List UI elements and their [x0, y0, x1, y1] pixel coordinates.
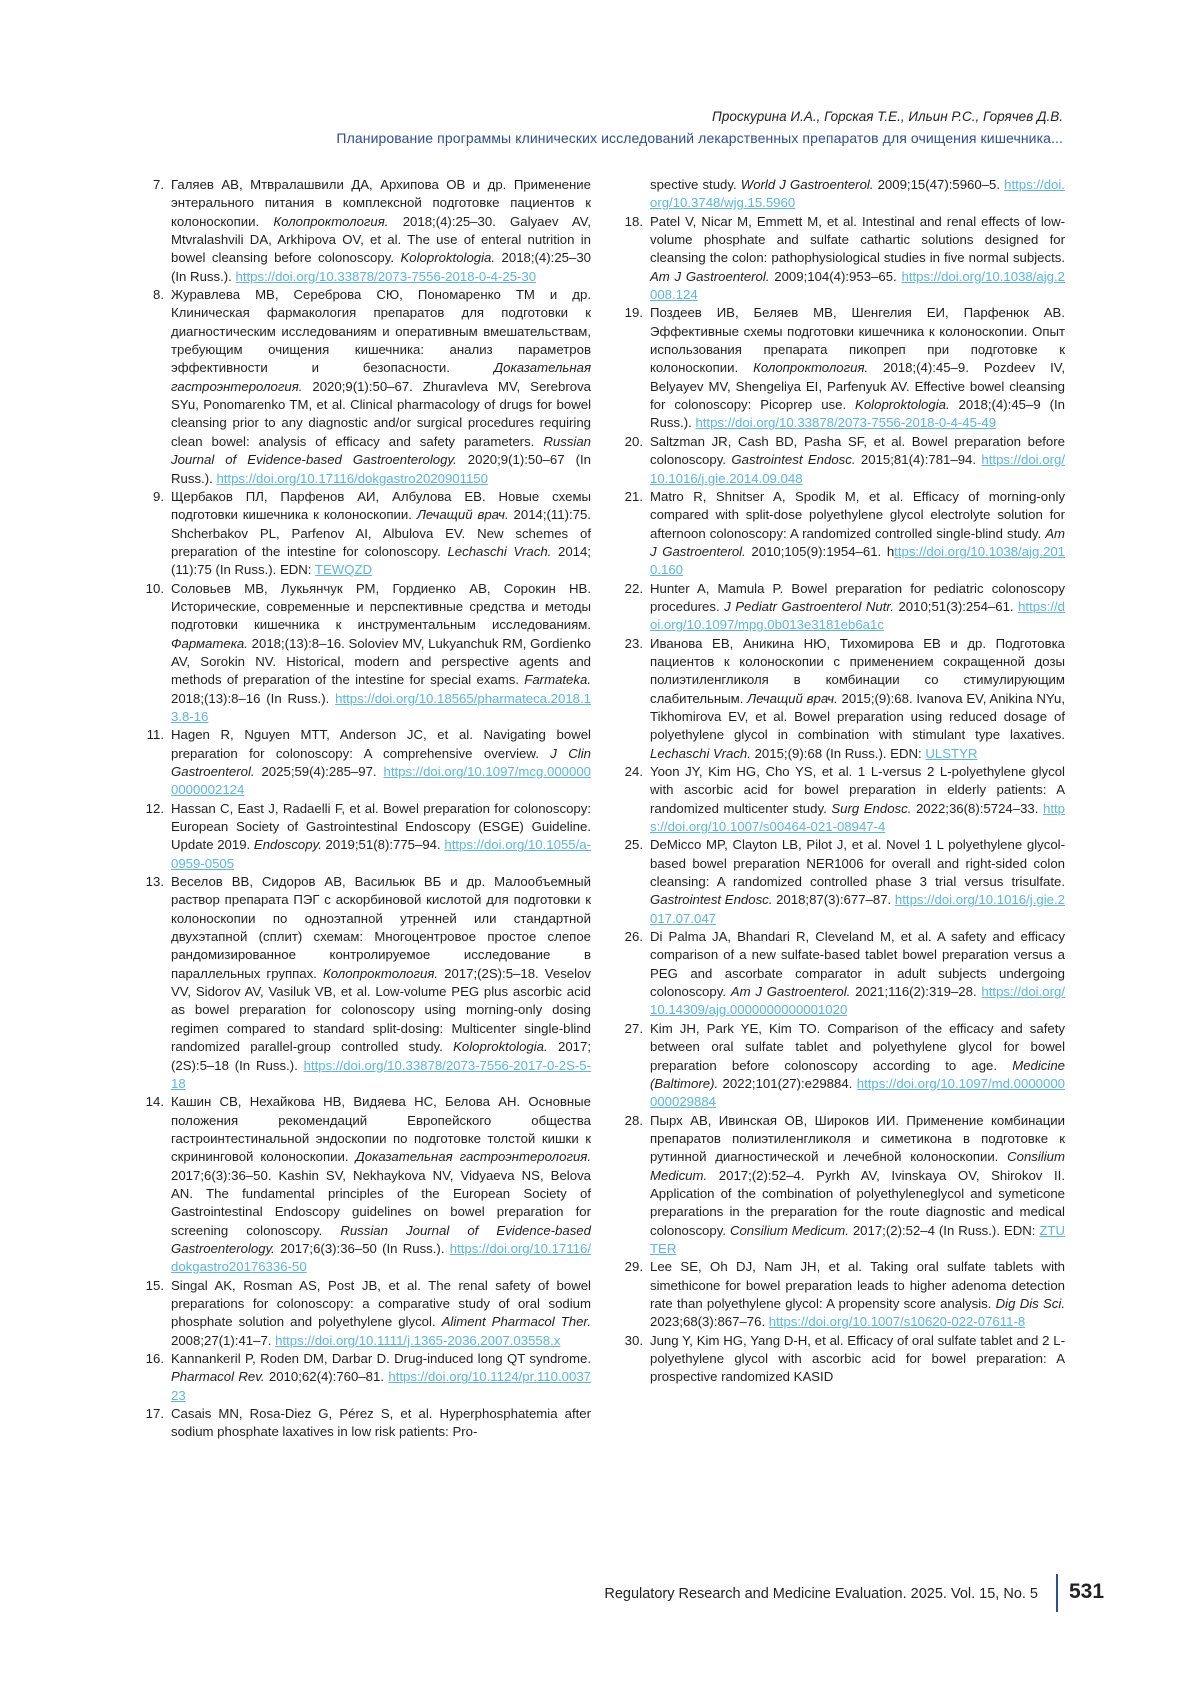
journal-title: Лечащий врач. [417, 507, 509, 522]
reference-text: Галяев АВ, Мтвралашвили ДА, Архипова ОВ и др. Применение энтерального питания в комплексной подготовке пациентов к колоноскопии. [171, 177, 591, 229]
reference-item [617, 763, 1065, 836]
reference-text: 2017;(2):52–4 (In Russ.). EDN: [849, 1223, 1039, 1238]
reference-number: 28. [617, 1112, 643, 1130]
reference-text: Иванова ЕВ, Аникина НЮ, Тихомирова ЕВ и др. Подготовка пациентов к колоноскопии с применением сокращенной дозы полиэтиленгликоля в комбинации со стимулирующим слабительным. [650, 636, 1065, 706]
reference-link[interactable]: https://doi.org/10.18565/pharmateca.2018.13.8-16 [171, 691, 591, 724]
reference-number: 14. [138, 1093, 164, 1111]
reference-text: 2015;(9):68 (In Russ.). EDN: [751, 746, 925, 761]
journal-title: Gastrointest Endosc. [650, 892, 772, 907]
reference-item [617, 1258, 1065, 1331]
reference-text: Кашин СВ, Нехайкова НВ, Видяева НС, Белова АН. Основные положения рекомендаций Европейского общества гастроинтестинальной эндоскопии по подготовке толстой кишки к скрининговой колоноскопии. [171, 1094, 591, 1164]
reference-text: 2017;(2S):5–18 (In Russ.). [171, 1039, 591, 1072]
reference-text: 2017;6(3):36–50. Kashin SV, Nekhaykova NV, Vidyaeva NS, Belova AN. The fundamental principles of the European Society of Gastrointestinal Endoscopy guidelines on bowel preparation for screening colonoscopy. [171, 1168, 591, 1238]
journal-title: Доказательная гастроэнтерология. [356, 1149, 591, 1164]
reference-number: 8. [138, 286, 164, 304]
reference-text: 2015;81(4):781–94. [856, 452, 982, 467]
reference-link[interactable]: https://doi.org/10.14309/ajg.0000000000001020 [650, 984, 1065, 1017]
journal-title: Колопроктология. [753, 360, 868, 375]
reference-text: Hagen R, Nguyen MTT, Anderson JC, et al. Navigating bowel preparation for colonoscopy: A comprehensive overview. [171, 727, 591, 760]
reference-text: 2009;15(47):5960–5. [874, 177, 1005, 192]
reference-number: 11. [138, 726, 164, 744]
reference-item [617, 1332, 1065, 1387]
reference-number: 22. [617, 580, 643, 598]
reference-item [138, 1277, 591, 1350]
reference-item [138, 726, 591, 799]
reference-number: 30. [617, 1332, 643, 1350]
reference-text: spective study. [650, 177, 741, 192]
reference-text: 2025;59(4):285–97. [255, 764, 384, 779]
journal-title: Лечащий врач. [747, 691, 838, 706]
reference-text: 2010;105(9):1954–61. h [746, 544, 894, 559]
reference-text: 2010;51(3):254–61. [894, 599, 1018, 614]
reference-text: 2022;101(27):e29884. [718, 1076, 857, 1091]
reference-text: 2014;(11):75 (In Russ.). EDN: [171, 544, 591, 577]
reference-number: 10. [138, 580, 164, 598]
reference-item [617, 304, 1065, 432]
reference-column-left [138, 176, 591, 1442]
reference-text: Пырх АВ, Ивинская ОВ, Широков ИИ. Применение комбинации препаратов полиэтиленгликоля и симетикона в подготовке к рутинной диагностической и лечебной колоноскопии. [650, 1113, 1065, 1165]
reference-list-right [617, 176, 1065, 1387]
reference-number: 12. [138, 800, 164, 818]
reference-link[interactable]: https://doi.org/10.1038/ajg.2008.124 [650, 269, 1065, 302]
reference-link[interactable]: TEWQZD [315, 562, 372, 577]
reference-link[interactable]: https://doi.org/10.1097/mpg.0b013e3181eb6a1c [650, 599, 1065, 632]
reference-link[interactable]: https://doi.org/10.17116/dokgastro20176336-50 [171, 1241, 591, 1274]
reference-number: 24. [617, 763, 643, 781]
journal-title: Колопроктология. [273, 214, 388, 229]
reference-text: 2022;36(8):5724–33. [911, 801, 1043, 816]
reference-number: 23. [617, 635, 643, 653]
reference-item [617, 433, 1065, 488]
reference-number: 15. [138, 1277, 164, 1295]
reference-link[interactable]: https://doi.org/10.33878/2073-7556-2017-0-2S-5-18 [171, 1058, 591, 1091]
reference-item [138, 800, 591, 873]
journal-title: Am J Gastroenterol. [650, 526, 1065, 559]
reference-number: 27. [617, 1020, 643, 1038]
reference-text: 2015;(9):68. Ivanova EV, Anikina NYu, Tikhomirova EV, et al. Bowel preparation using reduced dosage of polyethylene glycol in combination with stimulant type laxatives. [650, 691, 1065, 743]
reference-text: 2009;104(4):953–65. [769, 269, 901, 284]
reference-item [617, 1112, 1065, 1259]
running-header-title: Планирование программы клинических исследований лекарственных препаратов для очищения кишечника... [336, 130, 1063, 146]
journal-title: J Clin Gastroenterol. [171, 746, 591, 779]
journal-title: Koloproktologia. [400, 250, 495, 265]
reference-item [138, 488, 591, 580]
reference-text: Casais MN, Rosa-Diez G, Pérez S, et al. Hyperphosphatemia after sodium phosphate laxatives in low risk patients: Pro- [171, 1406, 591, 1439]
reference-text: 2020;9(1):50–67. Zhuravleva MV, Serebrova SYu, Ponomarenko TM, et al. Clinical pharmacology of drugs for bowel cleansing prior to any diagnostic and/or surgical procedures requiring clean bowel: analysis of efficacy and safety parameters. [171, 379, 591, 449]
reference-link[interactable]: https://doi.org/10.1124/pr.110.003723 [171, 1369, 591, 1402]
reference-text: 2018;(4):25–30. Galyaev AV, Mtvralashvili DA, Arkhipova OV, et al. The use of enteral nutrition in bowel cleansing before colonoscopy. [171, 214, 591, 266]
reference-number: 7. [138, 176, 164, 194]
reference-text: Kannankeril P, Roden DM, Darbar D. Drug-induced long QT syndrome. [171, 1351, 591, 1366]
reference-text: Singal AK, Rosman AS, Post JB, et al. The renal safety of bowel preparations for colonoscopy: a comparative study of oral sodium phosphate solution and polyethylene glycol. [171, 1278, 591, 1330]
journal-title: Dig Dis Sci. [996, 1296, 1065, 1311]
reference-text: 2018;(4):45–9 (In Russ.). [650, 397, 1065, 430]
reference-text: 2018;(13):8–16. Soloviev MV, Lukyanchuk RM, Gordienko AV, Sorokin NV. Historical, modern and perspective agents and methods of preparation of the intestine for special exams. [171, 636, 591, 688]
reference-item [138, 1350, 591, 1405]
journal-title: Koloproktologia. [453, 1039, 548, 1054]
reference-item [138, 580, 591, 727]
reference-number: 26. [617, 928, 643, 946]
journal-title: Surg Endosc. [831, 801, 911, 816]
journal-title: Доказательная гастроэнтерология. [171, 360, 591, 393]
journal-title: Farmateka. [524, 672, 591, 687]
journal-title: Am J Gastroenterol. [731, 984, 851, 999]
reference-item [617, 928, 1065, 1020]
reference-text: DeMicco MP, Clayton LB, Pilot J, et al. Novel 1 L polyethylene glycol-based bowel preparation NER1006 for overall and right-sided colon cleansing: A randomized controlled phase 3 trial versus trisulfate. [650, 837, 1065, 889]
reference-text: 2017;(2S):5–18. Veselov VV, Sidorov AV, Vasiluk VB, et al. Low-volume PEG plus ascorbic acid as bowel preparation for colonoscopy using morning-only dosing regimen compared to standard split-dosing: Multicenter single-blind randomized parallel-group controlled study. [171, 966, 591, 1054]
reference-text: 2019;51(8):775–94. [322, 837, 445, 852]
reference-item [138, 286, 591, 488]
reference-text: Щербаков ПЛ, Парфенов АИ, Албулова ЕВ. Новые схемы подготовки кишечника к колоноскопии. [171, 489, 591, 522]
reference-text: Поздеев ИВ, Беляев МВ, Шенгелия ЕИ, Парфенюк АВ. Эффективные схемы подготовки кишечника к колоноскопии. Опыт использования препарата пикопреп при подготовке к колоноскопии. [650, 305, 1065, 375]
journal-title: Lechaschi Vrach. [650, 746, 751, 761]
reference-link[interactable]: https://doi.org/10.1016/j.gie.2017.07.047 [650, 892, 1065, 925]
reference-link[interactable]: https://doi.org/10.3748/wjg.15.5960 [650, 177, 1065, 210]
reference-item [138, 873, 591, 1093]
reference-text: Patel V, Nicar M, Emmett M, et al. Intestinal and renal effects of low-volume phosphate and sulfate cathartic solutions designed for cleansing the colon: pathophysiological studies in five normal subjects. [650, 214, 1065, 266]
reference-item [617, 176, 1065, 213]
reference-number: 9. [138, 488, 164, 506]
journal-title: Consilium Medicum. [650, 1149, 1065, 1182]
reference-text: 2018;(4):45–9. Pozdeev IV, Belyayev MV, Shengeliya EI, Parfenyuk AV. Effective bowel cleansing for colonoscopy: Picoprep use. [650, 360, 1065, 412]
reference-link[interactable]: https://doi.org/10.17116/dokgastro2020901150 [216, 471, 488, 486]
reference-item [138, 1405, 591, 1442]
reference-text: Журавлева МВ, Сереброва СЮ, Пономаренко ТМ и др. Клиническая фармакология препаратов для подготовки к диагностическим исследованиям и оперативным вмешательствам, требующим очищения кишечника: анализ параметров эффективности и безопасности. [171, 287, 591, 375]
reference-link[interactable]: https://doi.org/10.1097/md.0000000000029884 [650, 1076, 1065, 1109]
reference-link[interactable]: https://doi.org/10.1097/mcg.0000000000002124 [171, 764, 591, 797]
reference-text: Di Palma JA, Bhandari R, Cleveland M, et al. A safety and efficacy comparison of a new sulfate-based tablet bowel preparation versus a PEG and ascorbate comparator in adult subjects undergoing colonoscopy. [650, 929, 1065, 999]
reference-item [617, 580, 1065, 635]
reference-link[interactable]: https://doi.org/10.33878/2073-7556-2018-0-4-25-30 [235, 269, 536, 284]
journal-title: Consilium Medicum. [730, 1223, 849, 1238]
reference-list-left [138, 176, 591, 1442]
reference-link[interactable]: https://doi.org/10.1016/j.gie.2014.09.048 [650, 452, 1065, 485]
reference-item [138, 1093, 591, 1276]
reference-text: Jung Y, Kim HG, Yang D-H, et al. Efficacy of oral sulfate tablet and 2 L-polyethylene glycol with ascorbic acid for bowel preparation: A prospective randomized KASID [650, 1333, 1065, 1385]
reference-link[interactable]: https://doi.org/10.1007/s10620-022-07611-8 [769, 1314, 1025, 1329]
reference-item [617, 1020, 1065, 1112]
reference-text: Hunter A, Mamula P. Bowel preparation for pediatric colonoscopy procedures. [650, 581, 1065, 614]
reference-text: 2018;(4):25–30 (In Russ.). [171, 250, 591, 283]
reference-number: 18. [617, 213, 643, 231]
running-header-authors: Проскурина И.А., Горская Т.Е., Ильин Р.С., Горячев Д.В. [712, 109, 1063, 124]
reference-text: Yoon JY, Kim HG, Cho YS, et al. 1 L-versus 2 L-polyethylene glycol with ascorbic acid for bowel preparation in elderly patients: A randomized multicenter study. [650, 764, 1065, 816]
footer-journal-info: Regulatory Research and Medicine Evaluation. 2025. Vol. 15, No. 5 [604, 1586, 1038, 1602]
reference-text: Kim JH, Park YE, Kim TO. Comparison of the efficacy and safety between oral sulfate tablet and polyethylene glycol for bowel preparation before colonoscopy according to age. [650, 1021, 1065, 1073]
reference-text: 2010;62(4):760–81. [265, 1369, 389, 1384]
journal-title: Medicine (Baltimore). [650, 1058, 1065, 1091]
journal-title: Am J Gastroenterol. [650, 269, 769, 284]
reference-number: 13. [138, 873, 164, 891]
journal-title: Russian Journal of Evidence-based Gastroenterology. [171, 434, 591, 467]
reference-column-right [617, 176, 1065, 1387]
reference-link[interactable]: https://doi.org/10.33878/2073-7556-2018-0-4-45-49 [695, 415, 996, 430]
reference-text: 2014;(11):75. Shcherbakov PL, Parfenov AI, Albulova EV. New schemes of preparation of the intestine for colonoscopy. [171, 507, 591, 559]
page-number: 531 [1069, 1580, 1104, 1604]
reference-text: Lee SE, Oh DJ, Nam JH, et al. Taking oral sulfate tablets with simethicone for bowel preparation leads to higher adenoma detection rate than polyethylene glycol: A propensity score analysis. [650, 1259, 1065, 1311]
reference-item [617, 213, 1065, 305]
journal-title: Aliment Pharmacol Ther. [442, 1314, 591, 1329]
journal-title: Pharmacol Rev. [171, 1369, 265, 1384]
reference-text: 2017;6(3):36–50 (In Russ.). [275, 1241, 450, 1256]
journal-title: Lechaschi Vrach. [447, 544, 551, 559]
journal-title: World J Gastroenterol. [741, 177, 874, 192]
reference-item [617, 836, 1065, 928]
reference-number: 19. [617, 304, 643, 322]
reference-number: 20. [617, 433, 643, 451]
reference-text: Веселов ВВ, Сидоров АВ, Васильюк ВБ и др. Малообъемный раствор препарата ПЭГ с аскорбиновой кислотой для подготовки к колоноскопии по одноэтапной утренней или стандартной двухэтапной (сплит) схемам: Многоцентровое простое слепое рандомизированное контролируемое исследование в параллельных группах. [171, 874, 591, 981]
reference-text: 2020;9(1):50–67 (In Russ.). [171, 452, 591, 485]
footer-divider [1056, 1574, 1058, 1612]
reference-text: 2023;68(3):867–76. [650, 1314, 769, 1329]
reference-text: 2008;27(1):41–7. [171, 1333, 275, 1348]
journal-title: Фарматека. [171, 636, 248, 651]
reference-link[interactable]: https://doi.org/10.1007/s00464-021-08947-4 [650, 801, 1065, 834]
reference-text: 2021;116(2):319–28. [850, 984, 981, 999]
reference-text: Matro R, Shnitser A, Spodik M, et al. Efficacy of morning-only compared with split-dose polyethylene glycol electrolyte solution for afternoon colonoscopy: A randomized controlled single-blind study. [650, 489, 1065, 541]
reference-link[interactable]: ZTUTER [650, 1223, 1065, 1256]
reference-link[interactable]: ULSTYR [925, 746, 977, 761]
journal-title: Russian Journal of Evidence-based Gastroenterology. [171, 1223, 591, 1256]
reference-number: 25. [617, 836, 643, 854]
reference-item [617, 635, 1065, 763]
journal-title: Колопроктология. [323, 966, 438, 981]
reference-text: 2017;(2):52–4. Pyrkh AV, Ivinskaya OV, Shirokov II. Application of the combination of polyethyleneglycol and symeticone preparations in the preparation for the route diagnostic and medical colonoscopy. [650, 1168, 1065, 1238]
reference-number: 16. [138, 1350, 164, 1368]
reference-number: 21. [617, 488, 643, 506]
journal-title: J Pediatr Gastroenterol Nutr. [724, 599, 894, 614]
reference-number: 29. [617, 1258, 643, 1276]
reference-item [617, 488, 1065, 580]
reference-text: Hassan C, East J, Radaelli F, et al. Bowel preparation for colonoscopy: European Society of Gastrointestinal Endoscopy (ESGE) Guideline. Update 2019. [171, 801, 591, 853]
reference-text: 2018;(13):8–16 (In Russ.). [171, 691, 335, 706]
reference-item [138, 176, 591, 286]
reference-number: 17. [138, 1405, 164, 1423]
reference-text: 2018;87(3):677–87. [772, 892, 894, 907]
reference-link[interactable]: https://doi.org/10.1055/a-0959-0505 [171, 837, 591, 870]
reference-text: Соловьев МВ, Лукьянчук РМ, Гордиенко АВ, Сорокин НВ. Исторические, современные и перспективные средства и методы подготовки кишечника к инструментальным исследованиям. [171, 581, 591, 633]
reference-text: Saltzman JR, Cash BD, Pasha SF, et al. Bowel preparation before colonoscopy. [650, 434, 1065, 467]
journal-title: Gastrointest Endosc. [731, 452, 855, 467]
journal-title: Endoscopy. [254, 837, 322, 852]
reference-link[interactable]: https://doi.org/10.1111/j.1365-2036.2007.03558.x [275, 1333, 560, 1348]
journal-title: Koloproktologia. [855, 397, 950, 412]
reference-link[interactable]: ttps://doi.org/10.1038/ajg.2010.160 [650, 544, 1065, 577]
